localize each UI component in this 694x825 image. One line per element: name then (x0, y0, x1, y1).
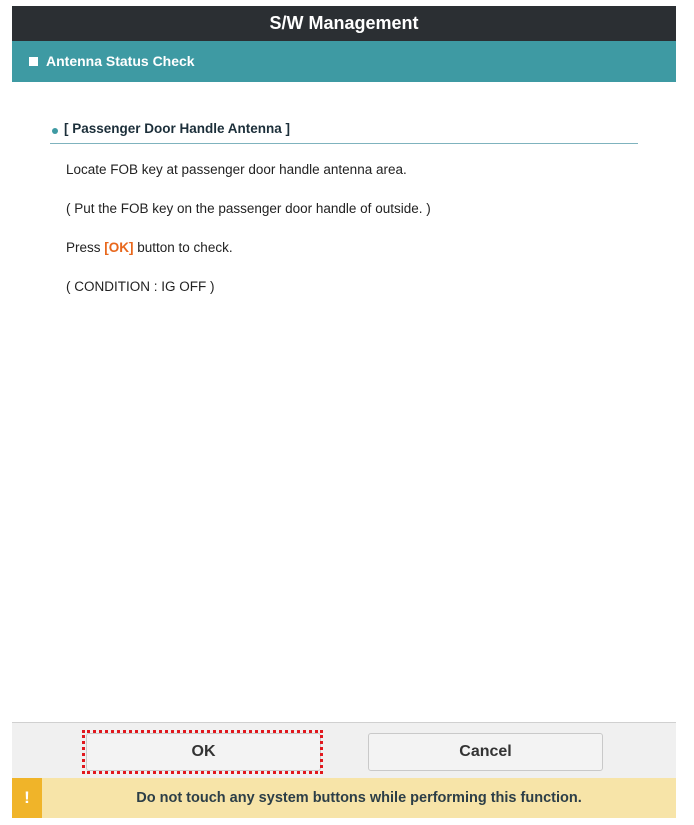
antenna-heading (50, 120, 638, 144)
instruction-line-3-prefix: Press (66, 240, 105, 255)
cancel-button[interactable]: Cancel (368, 733, 603, 771)
section-bar (12, 41, 676, 82)
section-title: Antenna Status Check (46, 53, 195, 69)
window-title: S/W Management (12, 6, 676, 41)
content-area (12, 82, 676, 722)
instruction-line-3 (66, 240, 233, 255)
dot-bullet-icon (52, 128, 58, 134)
square-bullet-icon (29, 57, 38, 66)
ok-button[interactable]: OK (86, 733, 321, 771)
ok-highlight: [OK] (104, 240, 134, 255)
instruction-line-1: Locate FOB key at passenger door handle antenna area. (66, 162, 407, 177)
instruction-line-3-suffix: button to check. (133, 240, 233, 255)
condition-line: ( CONDITION : IG OFF ) (66, 279, 215, 294)
instruction-line-2: ( Put the FOB key on the passenger door handle of outside. ) (66, 201, 431, 216)
antenna-heading-text: [ Passenger Door Handle Antenna ] (64, 121, 291, 136)
button-bar (12, 722, 676, 779)
sw-management-window (12, 6, 676, 818)
warning-exclamation-icon: ! (12, 778, 42, 818)
warning-text: Do not touch any system buttons while performing this function. (136, 790, 582, 806)
warning-bar (12, 778, 676, 818)
